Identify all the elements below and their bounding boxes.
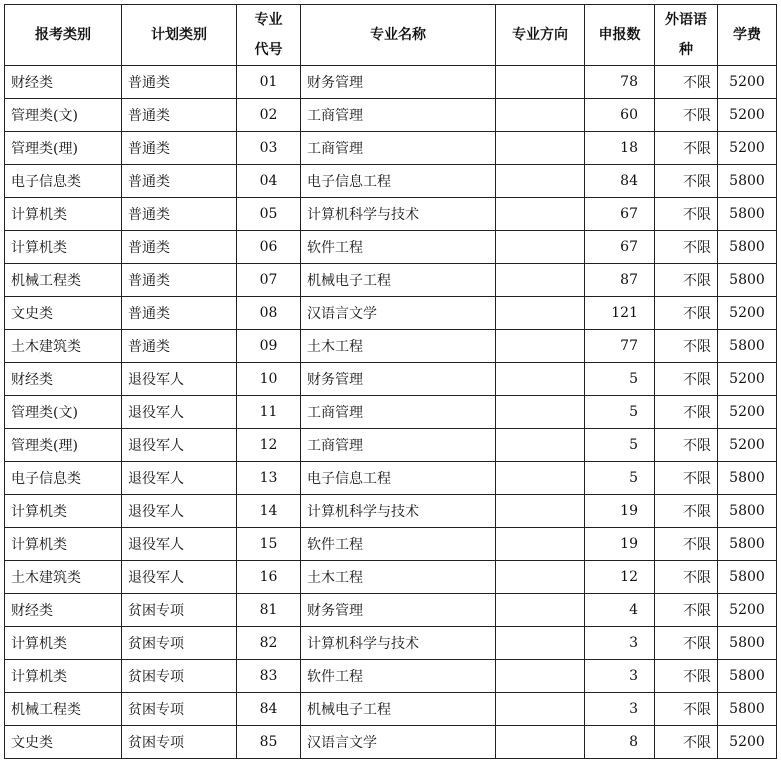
cell-direction [496,297,585,330]
cell-plan: 普通类 [122,231,237,264]
cell-code: 13 [237,462,301,495]
cell-major: 工商管理 [301,132,496,165]
cell-plan: 普通类 [122,330,237,363]
cell-direction [496,264,585,297]
header-row [5,5,777,66]
table-row [5,660,777,693]
cell-code: 84 [237,693,301,726]
cell-code: 11 [237,396,301,429]
header-lang-line2: 种 [679,42,693,58]
cell-fee: 5800 [718,165,777,198]
cell-direction [496,495,585,528]
cell-lang: 不限 [655,726,718,759]
cell-major: 土木工程 [301,330,496,363]
cell-plan: 贫困专项 [122,627,237,660]
cell-code: 14 [237,495,301,528]
table-row [5,594,777,627]
cell-direction [496,132,585,165]
cell-lang: 不限 [655,627,718,660]
table-row [5,264,777,297]
cell-lang: 不限 [655,99,718,132]
cell-major: 财务管理 [301,363,496,396]
cell-code: 83 [237,660,301,693]
cell-direction [496,660,585,693]
cell-plan: 普通类 [122,165,237,198]
table-row [5,693,777,726]
cell-category: 计算机类 [5,495,122,528]
cell-code: 07 [237,264,301,297]
cell-category: 计算机类 [5,198,122,231]
cell-category: 电子信息类 [5,165,122,198]
cell-plan: 退役军人 [122,396,237,429]
cell-code: 85 [237,726,301,759]
cell-category: 电子信息类 [5,462,122,495]
cell-count: 3 [585,693,655,726]
cell-direction [496,462,585,495]
cell-category: 土木建筑类 [5,330,122,363]
cell-fee: 5200 [718,99,777,132]
cell-major: 软件工程 [301,660,496,693]
cell-lang: 不限 [655,462,718,495]
cell-direction [496,726,585,759]
cell-fee: 5200 [718,594,777,627]
cell-major: 电子信息工程 [301,462,496,495]
header-fee: 学费 [718,5,777,66]
cell-direction [496,561,585,594]
cell-lang: 不限 [655,363,718,396]
cell-fee: 5200 [718,726,777,759]
cell-lang: 不限 [655,429,718,462]
table-row [5,627,777,660]
cell-plan: 贫困专项 [122,594,237,627]
cell-category: 计算机类 [5,528,122,561]
cell-direction [496,396,585,429]
cell-category: 计算机类 [5,660,122,693]
cell-lang: 不限 [655,231,718,264]
cell-code: 10 [237,363,301,396]
cell-count: 5 [585,429,655,462]
cell-major: 软件工程 [301,528,496,561]
cell-fee: 5800 [718,264,777,297]
cell-fee: 5800 [718,231,777,264]
cell-category: 管理类(理) [5,132,122,165]
cell-plan: 退役军人 [122,429,237,462]
cell-fee: 5800 [718,198,777,231]
header-code-line1: 专业 [254,12,283,28]
cell-category: 管理类(文) [5,396,122,429]
header-lang-line1: 外语语 [665,12,707,28]
cell-major: 计算机科学与技术 [301,495,496,528]
table-row [5,99,777,132]
cell-major: 计算机科学与技术 [301,198,496,231]
cell-fee: 5200 [718,363,777,396]
cell-major: 汉语言文学 [301,297,496,330]
table-row [5,330,777,363]
table-row [5,132,777,165]
cell-code: 09 [237,330,301,363]
cell-category: 文史类 [5,726,122,759]
cell-lang: 不限 [655,264,718,297]
cell-plan: 普通类 [122,198,237,231]
header-plan: 计划类别 [122,5,237,66]
cell-count: 19 [585,528,655,561]
cell-fee: 5200 [718,297,777,330]
cell-count: 19 [585,495,655,528]
cell-count: 18 [585,132,655,165]
cell-fee: 5800 [718,693,777,726]
cell-code: 82 [237,627,301,660]
cell-plan: 普通类 [122,66,237,99]
cell-count: 67 [585,198,655,231]
cell-direction [496,330,585,363]
cell-plan: 退役军人 [122,528,237,561]
cell-category: 财经类 [5,66,122,99]
cell-direction [496,198,585,231]
cell-lang: 不限 [655,594,718,627]
header-count: 申报数 [585,5,655,66]
cell-lang: 不限 [655,66,718,99]
cell-code: 05 [237,198,301,231]
cell-direction [496,231,585,264]
table-row [5,726,777,759]
cell-category: 财经类 [5,363,122,396]
header-category: 报考类别 [5,5,122,66]
cell-plan: 退役军人 [122,462,237,495]
cell-category: 计算机类 [5,627,122,660]
cell-code: 02 [237,99,301,132]
cell-direction [496,627,585,660]
table-row [5,198,777,231]
cell-plan: 普通类 [122,264,237,297]
cell-category: 机械工程类 [5,264,122,297]
cell-lang: 不限 [655,495,718,528]
cell-count: 12 [585,561,655,594]
cell-fee: 5800 [718,495,777,528]
cell-count: 8 [585,726,655,759]
cell-major: 软件工程 [301,231,496,264]
cell-count: 5 [585,363,655,396]
cell-fee: 5800 [718,462,777,495]
cell-code: 08 [237,297,301,330]
cell-category: 管理类(文) [5,99,122,132]
cell-fee: 5800 [718,660,777,693]
table-row [5,297,777,330]
cell-code: 12 [237,429,301,462]
cell-lang: 不限 [655,693,718,726]
cell-major: 工商管理 [301,396,496,429]
cell-major: 工商管理 [301,99,496,132]
cell-count: 5 [585,462,655,495]
cell-lang: 不限 [655,528,718,561]
cell-count: 77 [585,330,655,363]
cell-fee: 5200 [718,429,777,462]
cell-major: 计算机科学与技术 [301,627,496,660]
cell-direction [496,99,585,132]
cell-code: 06 [237,231,301,264]
cell-category: 机械工程类 [5,693,122,726]
table-row [5,429,777,462]
cell-count: 3 [585,660,655,693]
enrollment-table [4,4,777,759]
cell-major: 工商管理 [301,429,496,462]
cell-direction [496,363,585,396]
cell-lang: 不限 [655,561,718,594]
cell-direction [496,165,585,198]
cell-count: 4 [585,594,655,627]
cell-plan: 普通类 [122,132,237,165]
cell-count: 121 [585,297,655,330]
cell-fee: 5200 [718,66,777,99]
cell-count: 84 [585,165,655,198]
cell-plan: 退役军人 [122,561,237,594]
cell-code: 03 [237,132,301,165]
cell-category: 文史类 [5,297,122,330]
cell-category: 计算机类 [5,231,122,264]
cell-category: 管理类(理) [5,429,122,462]
table-row [5,363,777,396]
cell-plan: 贫困专项 [122,726,237,759]
cell-major: 电子信息工程 [301,165,496,198]
table-row [5,528,777,561]
cell-major: 财务管理 [301,66,496,99]
cell-direction [496,528,585,561]
cell-plan: 普通类 [122,297,237,330]
cell-direction [496,594,585,627]
cell-category: 土木建筑类 [5,561,122,594]
cell-code: 04 [237,165,301,198]
cell-code: 15 [237,528,301,561]
cell-plan: 退役军人 [122,495,237,528]
cell-major: 机械电子工程 [301,693,496,726]
cell-direction [496,693,585,726]
cell-direction [496,429,585,462]
table-row [5,462,777,495]
cell-plan: 贫困专项 [122,693,237,726]
table-body [5,66,777,759]
header-major: 专业名称 [301,5,496,66]
cell-count: 5 [585,396,655,429]
cell-plan: 普通类 [122,99,237,132]
header-code [237,5,301,66]
cell-major: 财务管理 [301,594,496,627]
header-direction: 专业方向 [496,5,585,66]
table-row [5,231,777,264]
cell-lang: 不限 [655,165,718,198]
cell-fee: 5800 [718,627,777,660]
cell-fee: 5800 [718,330,777,363]
cell-count: 87 [585,264,655,297]
header-code-line2: 代号 [254,42,283,58]
cell-plan: 贫困专项 [122,660,237,693]
table-row [5,66,777,99]
cell-lang: 不限 [655,396,718,429]
cell-code: 01 [237,66,301,99]
cell-count: 67 [585,231,655,264]
cell-count: 3 [585,627,655,660]
cell-lang: 不限 [655,198,718,231]
cell-fee: 5200 [718,132,777,165]
table-row [5,396,777,429]
cell-major: 机械电子工程 [301,264,496,297]
cell-code: 16 [237,561,301,594]
cell-fee: 5800 [718,528,777,561]
cell-lang: 不限 [655,330,718,363]
cell-lang: 不限 [655,297,718,330]
table-row [5,165,777,198]
cell-count: 60 [585,99,655,132]
cell-major: 汉语言文学 [301,726,496,759]
header-lang [655,5,718,66]
cell-fee: 5800 [718,561,777,594]
cell-direction [496,66,585,99]
cell-count: 78 [585,66,655,99]
cell-code: 81 [237,594,301,627]
cell-major: 土木工程 [301,561,496,594]
cell-plan: 退役军人 [122,363,237,396]
table-row [5,495,777,528]
cell-fee: 5200 [718,396,777,429]
cell-lang: 不限 [655,660,718,693]
table-row [5,561,777,594]
cell-category: 财经类 [5,594,122,627]
cell-lang: 不限 [655,132,718,165]
